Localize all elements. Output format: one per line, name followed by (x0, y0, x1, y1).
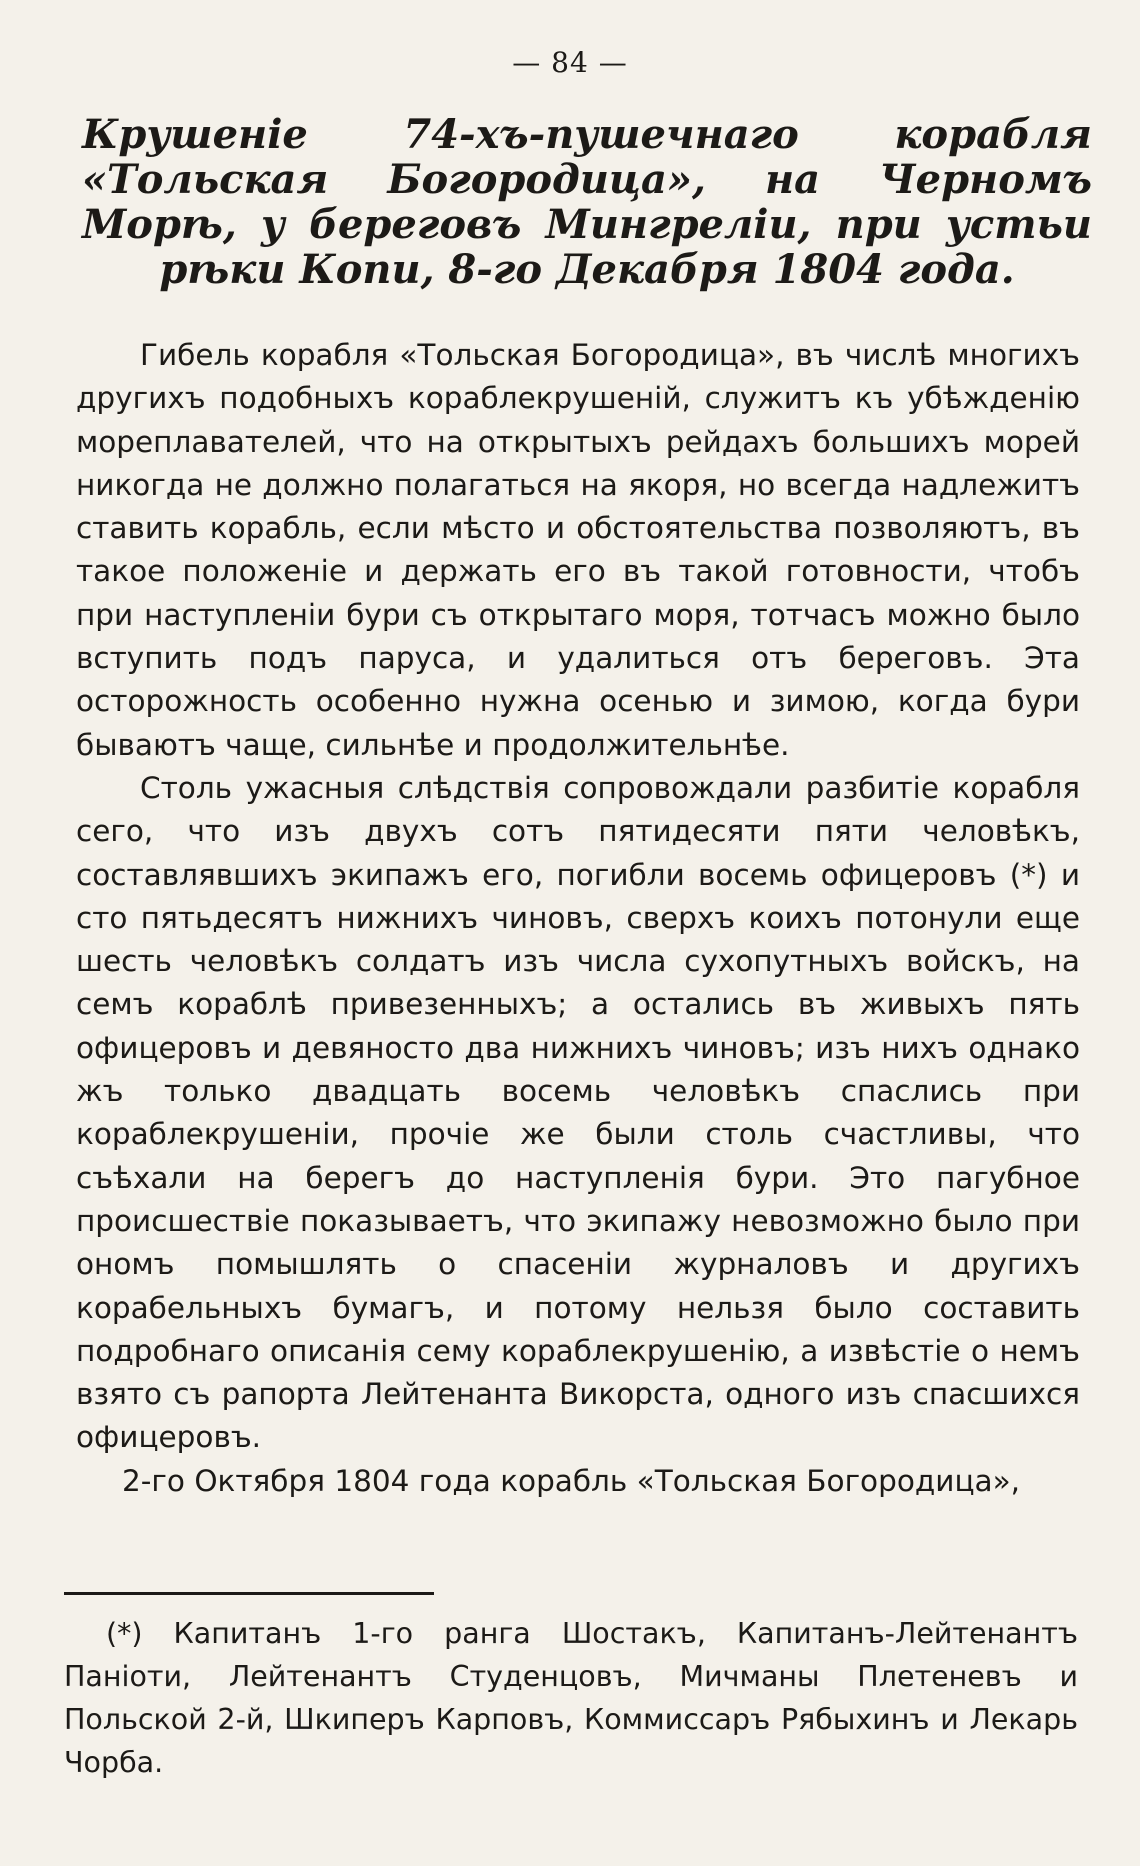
paragraph: Гибель корабля «Тольская Богородица», въ числѣ многихъ другихъ подобныхъ кораблекрушеній, служитъ къ убѣжденію мореплавателей, что на открытыхъ рейдахъ большихъ морей никогда не должно полагаться на якоря, но всегда надлежитъ ставить корабль, если мѣсто и обстоятельства позволяютъ, въ такое положеніе и держать его въ такой готовности, чтобъ при наступленіи бури съ открытаго моря, тотчасъ можно было вступить подъ паруса, и удалиться отъ береговъ. Эта осторожность особенно нужна осенью и зимою, когда бури бываютъ чаще, сильнѣе и продолжительнѣе. (76, 338, 1080, 762)
footnote: (*) Капитанъ 1-го ранга Шостакъ, Капитанъ-Лейтенантъ Паніоти, Лейтенантъ Студенцовъ, Мичманы Плетеневъ и Польской 2-й, Шкиперъ Карповъ, Коммиссаръ Рябыхинъ и Лекарь Чорба. (64, 1617, 1078, 1779)
body-text (76, 334, 1080, 1503)
footnote-divider (64, 1592, 434, 1595)
chapter-title: Крушеніе 74-хъ-пушечнаго корабля «Тольская Богородица», на Черномъ Морѣ, у береговъ Мингреліи, при устьи рѣки Копи, 8-го Декабря 1804 года. (82, 111, 1092, 293)
paragraph: Столь ужасныя слѣдствія сопровождали разбитіе корабля сего, что изъ двухъ сотъ пятидесяти пяти человѣкъ, составлявшихъ экипажъ его, погибли восемь офицеровъ (*) и сто пятьдесятъ нижнихъ чиновъ, сверхъ коихъ потонули еще шесть человѣкъ солдатъ изъ числа сухопутныхъ войскъ, на семъ кораблѣ привезенныхъ; а остались въ живыхъ пять офицеровъ и девяносто два нижнихъ чиновъ; изъ нихъ однако жъ только двадцать восемь человѣкъ спаслись при кораблекрушеніи, прочіе же были столь счастливы, что съѣхали на берегъ до наступленія бури. Это пагубное происшествіе показываетъ, что экипажу невозможно было при ономъ помышлять о спасеніи журналовъ и другихъ корабельныхъ бумагъ, и потому нельзя было составить подробнаго описанія сему кораблекрушенію, а извѣстіе о немъ взято съ рапорта Лейтенанта Викорста, одного изъ спасшихся офицеровъ. (76, 770, 1080, 1455)
paragraph: 2-го Октября 1804 года корабль «Тольская Богородица», (122, 1463, 1021, 1498)
page-number: — 84 — (512, 46, 628, 79)
